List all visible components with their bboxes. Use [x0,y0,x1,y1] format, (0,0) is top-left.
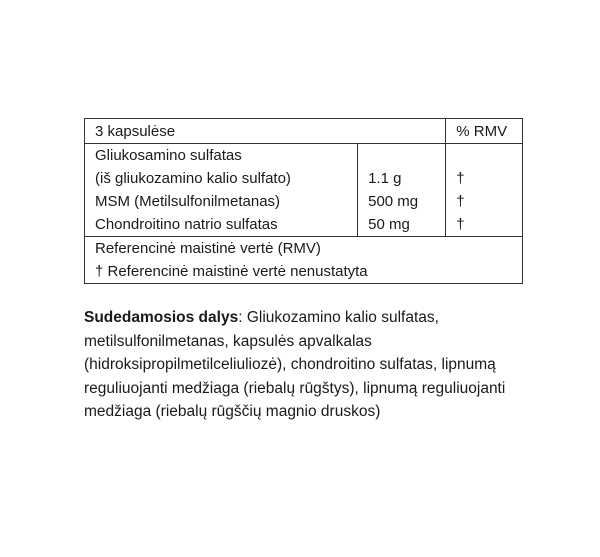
table-header-row [85,119,523,144]
ingredient-rmv: † [456,193,465,210]
ingredient-names-cell [85,144,358,237]
ingredient-amount: 50 mg [368,216,410,233]
ingredient-rmv: † [456,216,465,233]
ingredient-rmv: † [456,170,465,187]
table-footnote-row [85,237,523,284]
ingredient-name: Gliukosamino sulfatas [95,147,242,164]
ingredient-amount [368,144,435,167]
ingredient-amount: 500 mg [368,193,419,210]
ingredient-rmv-cell [446,144,523,237]
nutrition-table [84,118,523,284]
header-serving: 3 kapsulėse [95,123,176,140]
ingredient-name: MSM (Metilsulfonilmetanas) [95,193,281,210]
ingredient-name: (iš gliukozamino kalio sulfato) [95,170,291,187]
footnote-dagger: † Referencinė maistinė vertė nenustatyta [95,263,368,280]
header-serving-cell [85,119,446,144]
ingredient-rmv [456,144,512,167]
footnote-rmv-definition: Referencinė maistinė vertė (RMV) [95,240,321,257]
footnote-cell [85,237,523,284]
ingredients-label: Sudedamosios dalys [84,309,239,326]
header-rmv-cell [446,119,523,144]
header-rmv: % RMV [456,123,508,140]
ingredient-amounts-cell [358,144,446,237]
ingredients-paragraph [84,306,524,424]
ingredient-amount: 1.1 g [368,170,402,187]
ingredients-text: : Gliukozamino kalio sulfatas, metilsulfonilmetanas, kapsulės apvalkalas (hidroksipropilmetilceliuliozė), chondroitino sulfatas, lipnumą reguliuojanti medžiaga (riebalų rūgštys), lipnumą reguliuojanti medžiaga (riebalų rūgščių magnio druskos) [84,309,506,420]
table-body-row [85,144,523,237]
ingredient-name: Chondroitino natrio sulfatas [95,216,278,233]
